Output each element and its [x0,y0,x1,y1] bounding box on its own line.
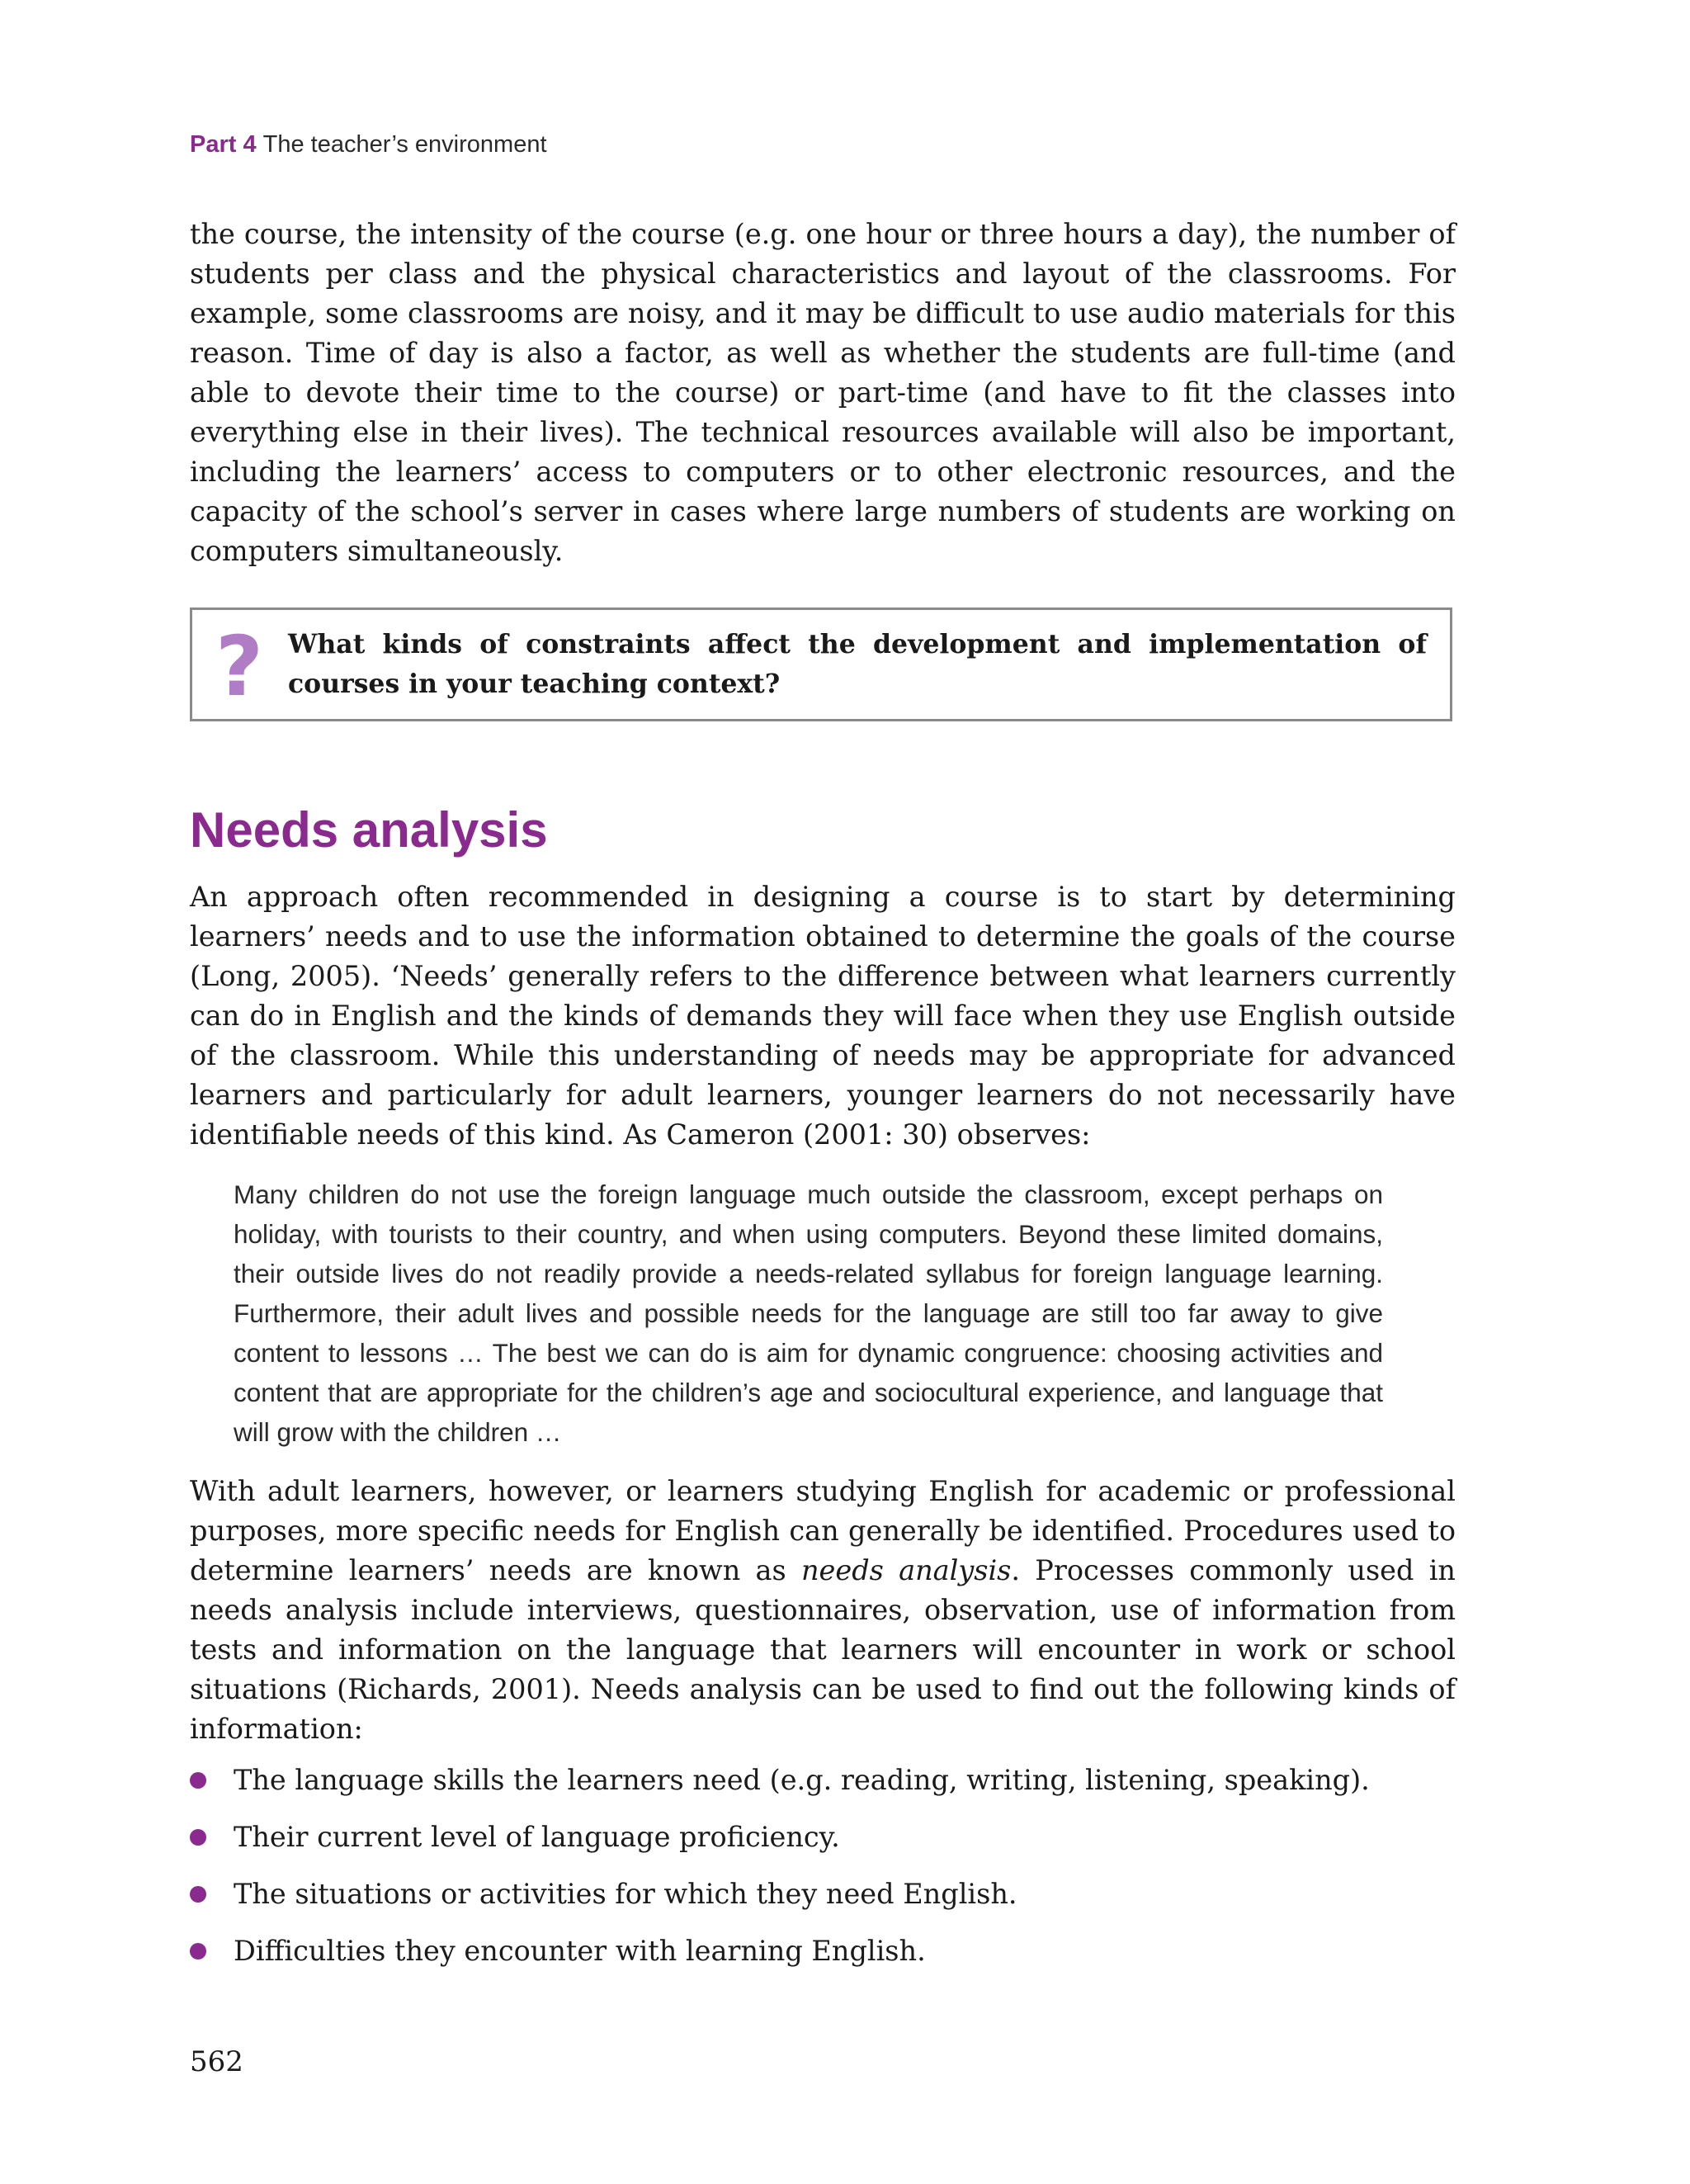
cameron-quote: Many children do not use the foreign language much outside the classroom, except perhaps on holiday, with tourists to their country, and when using computers. Beyond these limited domains, their outside lives do not readily provide a needs-related syllabus for foreign language learning. Furthermore, their adult lives and possible needs for the language are still too far away to give content to lessons … The best we can do is aim for dynamic congruence: choosing activities and content that are appropriate for the children’s age and sociocultural experience, and language that will grow with the children … [234,1179,1383,1447]
list-item-text: The language skills the learners need (e.g. reading, writing, listening, speaking). [234,1764,1370,1796]
list-item [190,1931,1456,1988]
bullet-dot-icon [190,1772,206,1789]
paragraph-course-constraints: the course, the intensity of the course (e.g. one hour or three hours a day), the number of students per class and the physical characteristics and layout of the classrooms. For example, some classrooms are noisy, and it may be difficult to use audio materials for this reason. Time of day is also a factor, as well as whether the students are full-time (and able to devote their time to the course) or part-time (and have to fit the classes into everything else in their lives). The technical resources available will also be important, including the learners’ access to computers or to other electronic resources, and the capacity of the school’s server in cases where large numbers of students are working on computers simultaneously. [190,218,1456,567]
list-item-text: Difficulties they encounter with learning English. [234,1935,926,1967]
paragraph-adult-learners-part-2: . Processes commonly used in needs analysis include interviews, questionnaires, observation, use of information from tests and information on the language that learners will encounter in work or school situations (Richards, 2001). Needs analysis can be used to find out the following kinds of information: [190,1554,1456,1745]
question-mark-icon: ? [215,618,264,715]
needs-information-list [190,1761,1456,1988]
reflection-question-box [190,607,1452,721]
needs-analysis-term: needs analysis [800,1554,1012,1586]
list-item [190,1818,1456,1874]
list-item [190,1874,1456,1931]
list-item [190,1761,1456,1818]
reflection-question-text: What kinds of constraints affect the development and implementation of courses in your teaching context? [288,629,1427,699]
bullet-dot-icon [190,1886,206,1903]
paragraph-adult-learners-part-1: With adult learners, however, or learners studying English for academic or professional purposes, more specific needs for English can generally be identified. Procedures used to determine learners’ needs are known as [190,1475,1456,1586]
paragraph-adult-learners [190,1472,1456,1749]
bullet-dot-icon [190,1943,206,1959]
list-item-text: The situations or activities for which they need English. [234,1878,1017,1910]
running-head-part: Part 4 [190,131,257,158]
bullet-dot-icon [190,1829,206,1846]
list-item-text: Their current level of language proficiency. [234,1821,840,1853]
running-head [190,128,547,161]
section-heading: Needs analysis [190,802,548,858]
paragraph-needs-intro: An approach often recommended in designing a course is to start by determining learners’ needs and to use the information obtained to determine the goals of the course (Long, 2005). ‘Needs’ generally refers to the difference between what learners currently can do in English and the kinds of demands they will face when they use English outside of the classroom. While this understanding of needs may be appropriate for advanced learners and particularly for adult learners, younger learners do not necessarily have identifiable needs of this kind. As Cameron (2001: 30) observes: [190,881,1456,1151]
running-head-title: The teacher’s environment [262,131,547,158]
page-number: 562 [190,2045,243,2078]
